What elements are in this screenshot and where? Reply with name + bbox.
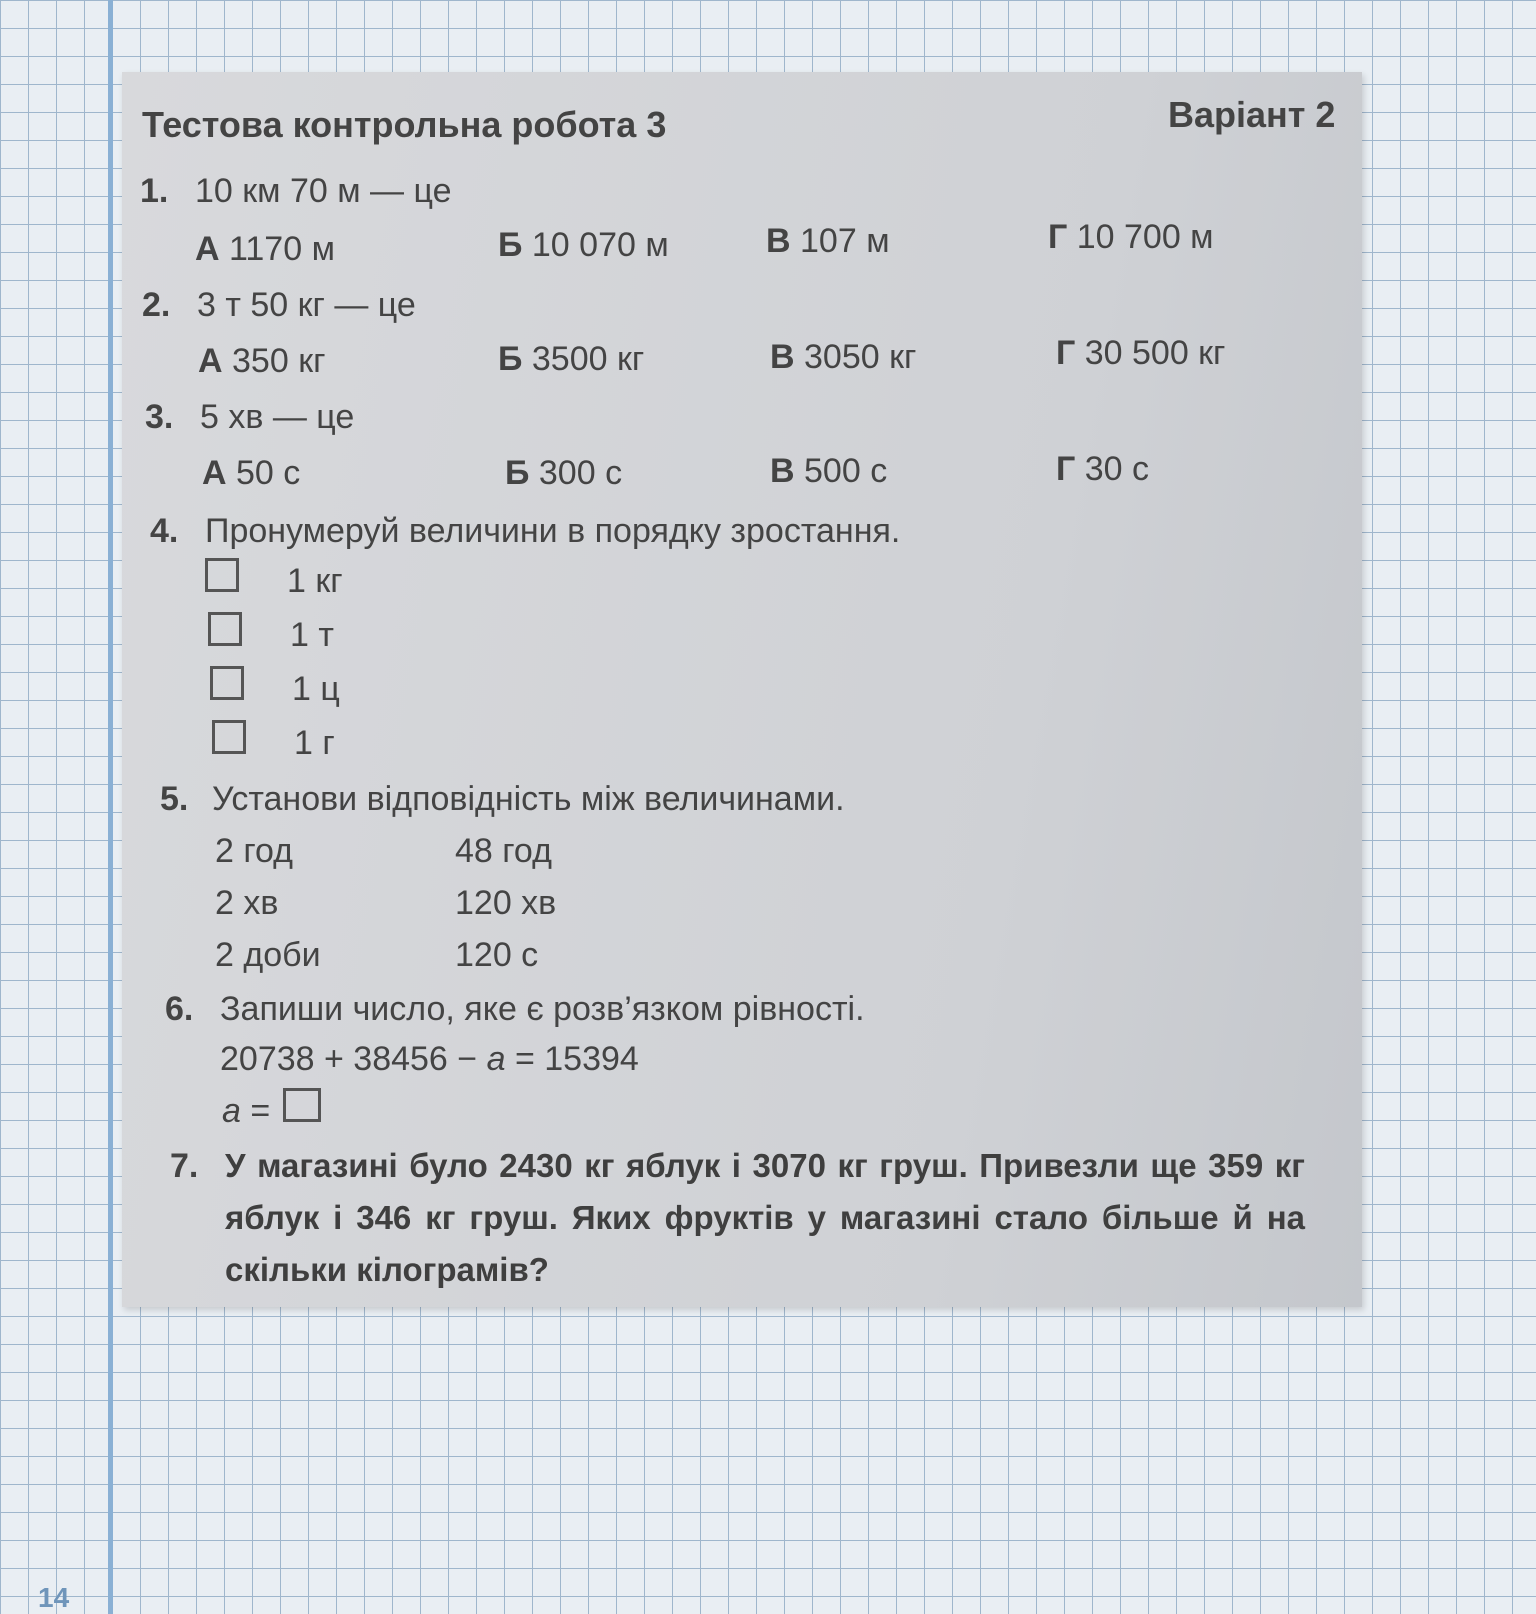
q2-option-b: Б 3500 кг	[498, 340, 645, 378]
q4-item-3: 1 ц	[292, 670, 340, 708]
q2-text: 3 т 50 кг — це	[197, 286, 416, 324]
q5-number: 5.	[160, 780, 189, 818]
q1-option-b: Б 10 070 м	[498, 226, 669, 264]
q4-order-box-2[interactable]	[208, 612, 242, 646]
q5-left-2: 2 хв	[215, 884, 279, 922]
variant-label: Варіант 2	[1168, 94, 1336, 135]
q5-text: Установи відповідність між величинами.	[212, 780, 845, 818]
q3-option-b: Б 300 с	[505, 454, 623, 492]
q5-right-1: 48 год	[455, 832, 552, 870]
notebook-margin-line	[108, 0, 113, 1614]
q5-right-3: 120 с	[455, 936, 539, 974]
q6-answer-box[interactable]	[283, 1088, 321, 1122]
q1-option-d: Г 10 700 м	[1048, 218, 1214, 256]
q2-option-c: В 3050 кг	[770, 338, 917, 376]
q4-item-4: 1 г	[294, 724, 335, 762]
q2-option-a: А 350 кг	[198, 342, 326, 380]
q3-option-c: В 500 с	[770, 452, 888, 490]
q3-number: 3.	[145, 398, 174, 436]
q6-equation: 20738 + 38456 − a = 15394	[220, 1040, 639, 1078]
q2-option-d: Г 30 500 кг	[1056, 334, 1226, 372]
q3-text: 5 хв — це	[200, 398, 355, 436]
q1-text: 10 км 70 м — це	[195, 172, 452, 210]
q3-option-a: А 50 с	[202, 454, 301, 492]
q4-number: 4.	[150, 512, 179, 550]
q2-number: 2.	[142, 286, 171, 324]
q1-number: 1.	[140, 172, 169, 210]
q5-left-1: 2 год	[215, 832, 294, 870]
q7-number: 7.	[170, 1147, 199, 1185]
q4-item-1: 1 кг	[287, 562, 343, 600]
q4-item-2: 1 т	[290, 616, 334, 654]
q3-option-d: Г 30 с	[1056, 450, 1149, 488]
q1-option-a: А 1170 м	[195, 230, 335, 268]
q1-option-c: В 107 м	[766, 222, 890, 260]
q5-right-2: 120 хв	[455, 884, 557, 922]
q7-text: У магазині було 2430 кг яблук і 3070 кг груш. Привезли ще 359 кг яблук і 346 кг груш. Яких фруктів у магазині стало більше й на скільки кілограмів?	[225, 1147, 1305, 1288]
q5-left-3: 2 доби	[215, 936, 321, 974]
page-title: Тестова контрольна робота 3	[142, 104, 667, 145]
q6-text: Запиши число, яке є розв’язком рівності.	[220, 990, 865, 1028]
q6-number: 6.	[165, 990, 194, 1028]
q4-order-box-4[interactable]	[212, 720, 246, 754]
q4-order-box-1[interactable]	[205, 558, 239, 592]
q6-answer-label: a =	[222, 1092, 271, 1130]
q4-text: Пронумеруй величини в порядку зростання.	[205, 512, 901, 550]
q4-order-box-3[interactable]	[210, 666, 244, 700]
page-number: 14	[38, 1582, 70, 1613]
